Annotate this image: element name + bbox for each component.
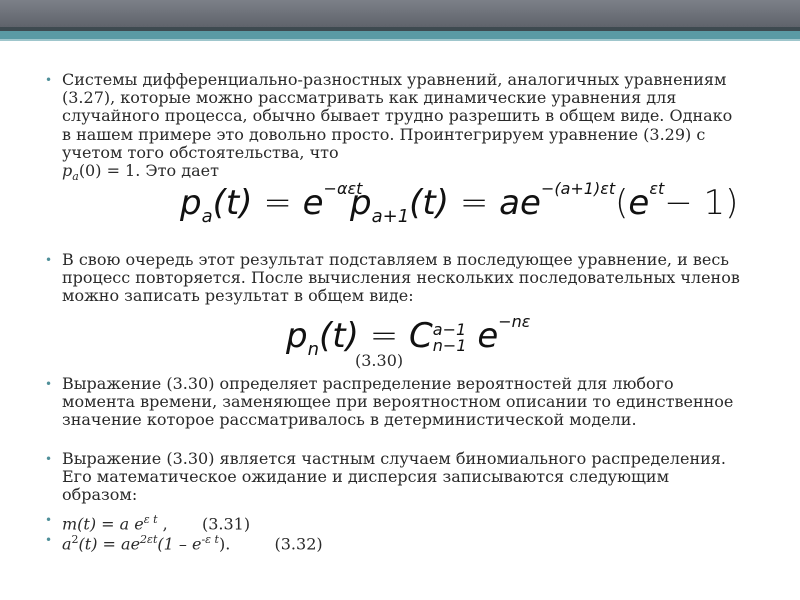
bullet-icon: • <box>45 73 53 87</box>
paragraph-3 <box>45 374 742 430</box>
equation-number-3-31: (3.31) <box>201 514 251 534</box>
paragraph-1-symbol-sub: a <box>72 170 79 184</box>
header-stripe-light <box>0 39 800 41</box>
paragraph-3-text: Выражение (3.30) определяет распределение вероятностей для любого момента времени, заменяющее при вероятностном описании то единственное значение которое рассматривалось в детерминистической модели. <box>62 374 734 430</box>
formula-pa1: $p_{a+1}(t) = ae^{-(a+1)\varepsilon t}(e^{\varepsilon t}- 1)$ <box>350 178 739 227</box>
header-stripe-teal <box>0 31 800 39</box>
formula-dispersion: • $a^2(t) = ae^{2\varepsilon t}(1 - e^{-\varepsilon t})$. (3.32) <box>45 533 323 554</box>
bullet-icon: • <box>45 452 53 466</box>
paragraph-1-symbol: p <box>62 161 73 181</box>
paragraph-2 <box>45 250 742 306</box>
paragraph-1-tail: (0) = 1. Это дает <box>78 161 219 181</box>
paragraph-1-text: Системы дифференциально-разностных уравнений, аналогичных уравнениям (3.27), которые можно рассматривать как динамические уравнения для случайного процесса, обычно бывает трудно разрешить в общем виде. Однако в нашем примере это довольно просто. Проинтегрируем уравнение (3.29) с учетом того обстоятельства, что <box>62 70 733 162</box>
equation-number-3-30: (3.30) <box>355 351 404 370</box>
title-bar <box>0 0 800 27</box>
bullet-icon: • <box>45 513 53 527</box>
formula-pa: $p_a(t) = e^{-\alpha\varepsilon t}$ <box>180 178 363 227</box>
bullet-icon: • <box>45 377 53 391</box>
paragraph-1 <box>45 70 742 186</box>
bullet-icon: • <box>45 533 53 547</box>
bullet-icon: • <box>45 253 53 267</box>
formula-pn: $p_n(t) = C$ a−1 n−1 $e^{-n\varepsilon}$ <box>286 311 531 360</box>
paragraph-2-text: В свою очередь этот результат подставляем в последующее уравнение, и весь процесс повторяется. После вычисления нескольких последовательных членов можно записать результат в общем виде: <box>62 250 740 306</box>
paragraph-4-text: Выражение (3.30) является частным случаем биномиального распределения. Его математическое ожидание и дисперсия записываются следующим образом: <box>62 449 726 505</box>
formula-m: • m(t) = a $e^{\varepsilon t}$ , (3.31) <box>45 513 251 534</box>
equation-number-3-32: (3.32) <box>274 534 323 554</box>
paragraph-4 <box>45 449 742 505</box>
